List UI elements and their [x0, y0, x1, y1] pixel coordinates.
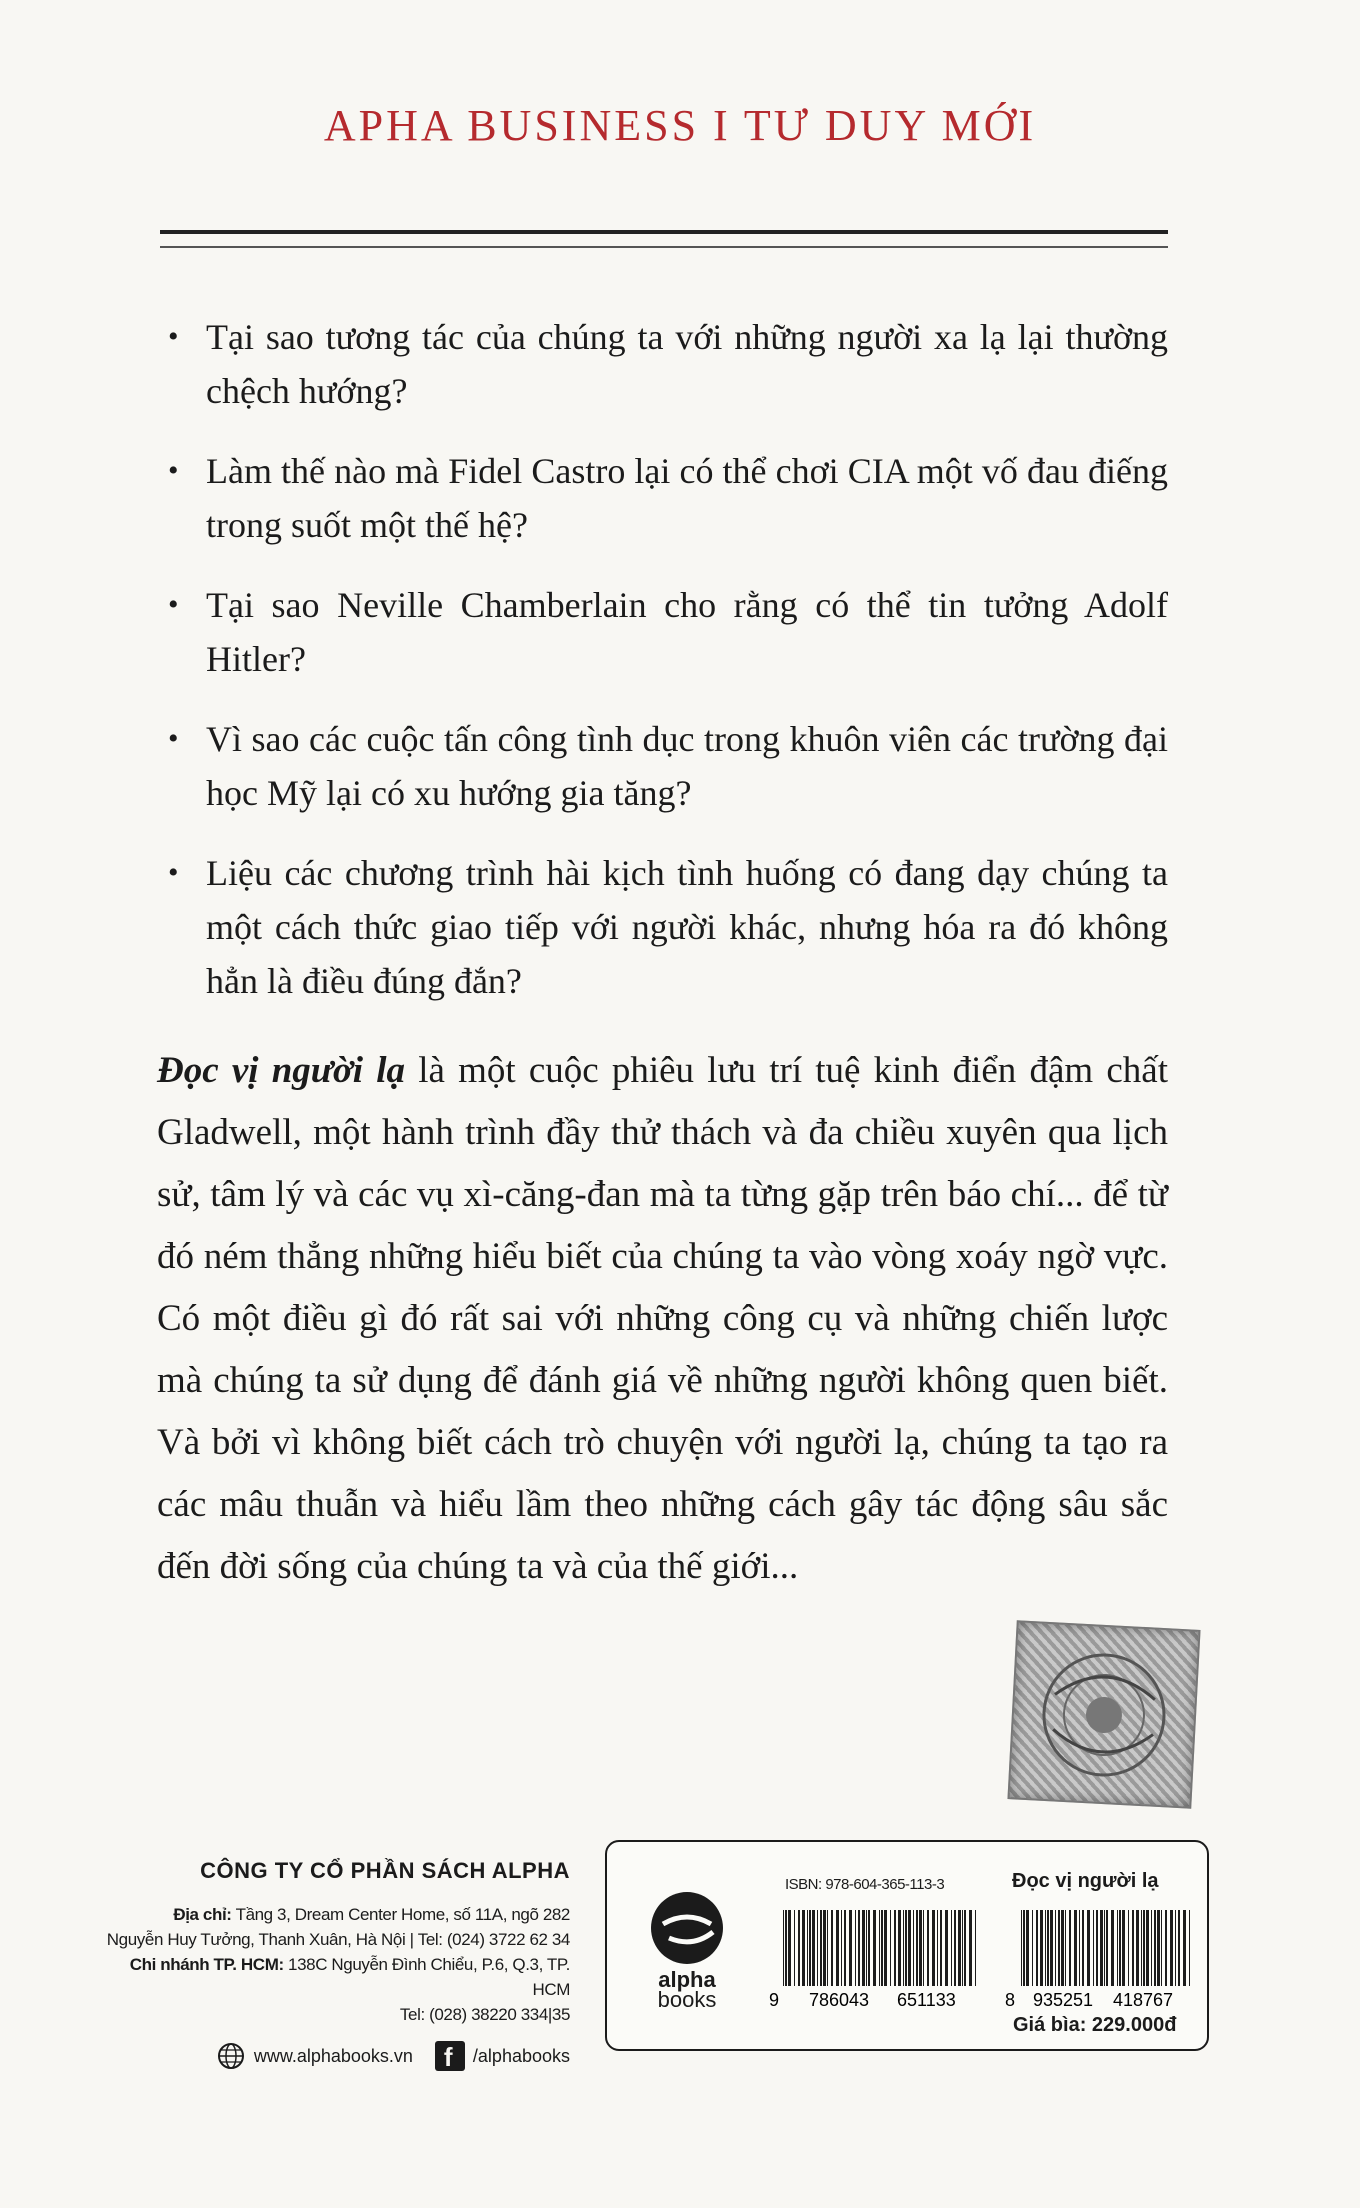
barcode-bar	[807, 1910, 808, 1986]
website-link[interactable]: www.alphabooks.vn	[253, 2045, 413, 2066]
barcode-bar	[1100, 1910, 1103, 1986]
barcode-bar	[1069, 1910, 1071, 1986]
barcode-bar	[788, 1910, 791, 1986]
barcode-bar	[1050, 1910, 1053, 1986]
isbn-digit-group-2: 651133	[897, 1990, 956, 2010]
barcode-bar	[1079, 1910, 1080, 1986]
barcode-bar	[1183, 1910, 1186, 1986]
barcode-bar	[1021, 1910, 1022, 1986]
barcode-bar	[916, 1910, 918, 1986]
barcode-bar	[894, 1910, 896, 1986]
barcode-bar	[958, 1910, 961, 1986]
barcode-bar	[1154, 1910, 1156, 1986]
barcode-bar	[1151, 1910, 1152, 1986]
facebook-link[interactable]: /alphabooks	[472, 2045, 570, 2066]
barcode-bar	[1157, 1910, 1160, 1986]
barcode-bar	[1040, 1910, 1043, 1986]
alpha-books-wordmark: alpha books	[657, 1967, 717, 2012]
barcode-bar	[1143, 1910, 1145, 1986]
barcode-bar	[932, 1910, 935, 1986]
barcode-bar	[1065, 1910, 1066, 1986]
question-text: Liệu các chương trình hài kịch tình huống có đang dạy chúng ta một cách thức giao tiếp với người khác, nhưng hóa ra đó không hẳn là điều đúng đắn?	[206, 853, 1168, 1001]
barcode-bar	[1023, 1910, 1025, 1986]
barcode-bar	[1119, 1910, 1121, 1986]
barcode-bar	[969, 1910, 972, 1986]
barcode-bar	[1058, 1910, 1060, 1986]
barcode-bar	[1146, 1910, 1149, 1986]
barcode-panel	[605, 1840, 1209, 2051]
isbn-digit-lead: 9	[769, 1990, 780, 2010]
barcode-bar	[1093, 1910, 1094, 1986]
barcode-bar	[1189, 1910, 1190, 1986]
barcode-bar	[862, 1910, 865, 1986]
price-label: Giá bìa: 229.000đ	[1013, 2014, 1177, 2036]
question-item	[160, 310, 1168, 418]
header-rule-thick	[160, 230, 1168, 234]
question-list	[160, 310, 1168, 1034]
barcode-bar	[868, 1910, 870, 1986]
barcode-bar	[855, 1910, 856, 1986]
barcode-bar	[1055, 1910, 1056, 1986]
barcode-bar	[908, 1910, 911, 1986]
barcode-bar	[1117, 1910, 1118, 1986]
barcode-bar	[1061, 1910, 1064, 1986]
barcode-bar	[1074, 1910, 1077, 1986]
barcode-bar	[964, 1910, 966, 1986]
bullet-icon: •	[168, 588, 179, 621]
ean-digit-group-2: 418767	[1113, 1990, 1174, 2010]
barcode-bar	[798, 1910, 800, 1986]
barcode-bar	[884, 1910, 887, 1986]
publisher-info	[100, 1858, 570, 2071]
publisher-branch: Chi nhánh TP. HCM: 138C Nguyễn Đình Chiểu, P.6, Q.3, TP. HCM	[129, 1955, 570, 1999]
question-item	[160, 846, 1168, 1008]
isbn-label: ISBN: 978-604-365-113-3	[785, 1876, 945, 1893]
barcode-bar	[831, 1910, 833, 1986]
barcode-bar	[913, 1910, 914, 1986]
publisher-branch-tel: Tel: (028) 38220 334|35	[399, 2005, 570, 2024]
barcode-bar	[951, 1910, 952, 1986]
barcode-bar	[954, 1910, 956, 1986]
barcode-bar	[866, 1910, 867, 1986]
barcode-bar	[820, 1910, 822, 1986]
barcode-bar	[1082, 1910, 1084, 1986]
barcode-bar	[937, 1910, 938, 1986]
barcode-bar	[1036, 1910, 1038, 1986]
barcode-bar	[1045, 1910, 1046, 1986]
barcode-bar	[802, 1910, 805, 1986]
barcode-bar	[873, 1910, 876, 1986]
barcode-bar	[1106, 1910, 1108, 1986]
barcode-bar	[1026, 1910, 1029, 1986]
barcode-bar	[927, 1910, 929, 1986]
barcode-bar	[1047, 1910, 1049, 1986]
barcode-bar	[836, 1910, 839, 1986]
barcode-bar	[898, 1910, 901, 1986]
question-item	[160, 578, 1168, 686]
question-text: Tại sao tương tác của chúng ta với những người xa lạ lại thường chệch hướng?	[206, 317, 1168, 411]
publisher-web	[100, 2041, 570, 2071]
barcode-bar	[945, 1910, 948, 1986]
barcode-bar	[809, 1910, 811, 1986]
barcode-bar	[1032, 1910, 1033, 1986]
barcode-bar	[940, 1910, 942, 1986]
alpha-books-logo	[649, 1890, 725, 1966]
barcode-bar	[1161, 1910, 1162, 1986]
question-item	[160, 444, 1168, 552]
barcode-bar	[1141, 1910, 1142, 1986]
barcode-bar	[785, 1910, 787, 1986]
barcode-bar	[1175, 1910, 1176, 1986]
question-text: Vì sao các cuộc tấn công tình dục trong khuôn viên các trường đại học Mỹ lại có xu hướng gia tăng?	[206, 719, 1168, 813]
bullet-icon: •	[168, 722, 179, 755]
barcode-bar	[823, 1910, 826, 1986]
barcode-bar	[1165, 1910, 1167, 1986]
barcode-bar	[858, 1910, 860, 1986]
barcode-bar	[905, 1910, 907, 1986]
barcode-bar	[962, 1910, 963, 1986]
barcode-bar	[881, 1910, 883, 1986]
barcode-bar	[1132, 1910, 1134, 1986]
hologram-sticker	[1007, 1620, 1200, 1808]
barcode-bar	[794, 1910, 795, 1986]
barcode-bar	[1170, 1910, 1173, 1986]
question-item	[160, 712, 1168, 820]
publisher-address-2: Nguyễn Huy Tưởng, Thanh Xuân, Hà Nội | Tel: (024) 3722 62 34	[106, 1930, 570, 1949]
barcode-bar	[841, 1910, 842, 1986]
barcode-bar	[844, 1910, 846, 1986]
bullet-icon: •	[168, 320, 179, 353]
barcode-bar	[1087, 1910, 1090, 1986]
hologram-icon	[1010, 1622, 1199, 1806]
header-rule-thin	[160, 246, 1168, 248]
publisher-name: CÔNG TY CỔ PHẦN SÁCH ALPHA	[200, 1858, 570, 1883]
blurb-text: là một cuộc phiêu lưu trí tuệ kinh điển đậm chất Gladwell, một hành trình đầy thử thách và đa chiều xuyên qua lịch sử, tâm lý và các vụ xì-căng-đan mà ta từng gặp trên báo chí... để từ đó ném thẳng những hiểu biết của chúng ta vào vòng xoáy ngờ vực. Có một điều gì đó rất sai với những công cụ và những chiến lược mà chúng ta sử dụng để đánh giá về những người không quen biết. Và bởi vì không biết cách trò chuyện với người lạ, chúng ta tạo ra các mâu thuẫn và hiểu lầm theo những cách gây tác động sâu sắc đến đời sống của chúng ta và của thế giới...	[157, 1050, 1168, 1587]
ean-digit-lead: 8	[1005, 1990, 1016, 2010]
ean-digit-group-1: 935251	[1033, 1990, 1094, 2010]
barcode-bar	[890, 1910, 891, 1986]
barcode-bar	[783, 1910, 784, 1986]
book-blurb	[157, 1040, 1168, 1598]
bullet-icon: •	[168, 454, 179, 487]
barcode-bar	[1111, 1910, 1114, 1986]
barcode-bar	[827, 1910, 828, 1986]
barcode-bar	[879, 1910, 880, 1986]
bullet-icon: •	[168, 856, 179, 889]
barcode-bar	[1178, 1910, 1180, 1986]
question-text: Làm thế nào mà Fidel Castro lại có thể chơi CIA một vố đau điếng trong suốt một thế hệ?	[206, 451, 1168, 545]
barcode-bar	[1136, 1910, 1139, 1986]
barcode-bar	[1104, 1910, 1105, 1986]
barcode-bar	[903, 1910, 904, 1986]
barcode-bar	[923, 1910, 924, 1986]
question-text: Tại sao Neville Chamberlain cho rằng có thể tin tưởng Adolf Hitler?	[206, 585, 1168, 679]
barcode-bar	[975, 1910, 976, 1986]
facebook-icon: f	[435, 2041, 465, 2071]
isbn-digit-group-1: 786043	[809, 1990, 870, 2010]
barcode-bar	[812, 1910, 815, 1986]
barcode-bar	[1128, 1910, 1129, 1986]
publisher-address-1: Địa chỉ: Tầng 3, Dream Center Home, số 11A, ngõ 282	[173, 1905, 570, 1924]
ean-barcode	[1005, 1910, 1195, 2010]
barcode-book-title: Đọc vị người lạ	[1012, 1870, 1159, 1892]
blurb-book-title: Đọc vị người lạ	[157, 1050, 406, 1091]
series-title: APHA BUSINESS I TƯ DUY MỚI	[323, 101, 1037, 150]
barcode-bar	[1096, 1910, 1098, 1986]
globe-icon	[216, 2041, 246, 2071]
barcode-bar	[1122, 1910, 1125, 1986]
barcode-bar	[849, 1910, 852, 1986]
isbn-barcode	[769, 1910, 981, 2010]
barcode-bar	[817, 1910, 818, 1986]
barcode-bar	[919, 1910, 922, 1986]
